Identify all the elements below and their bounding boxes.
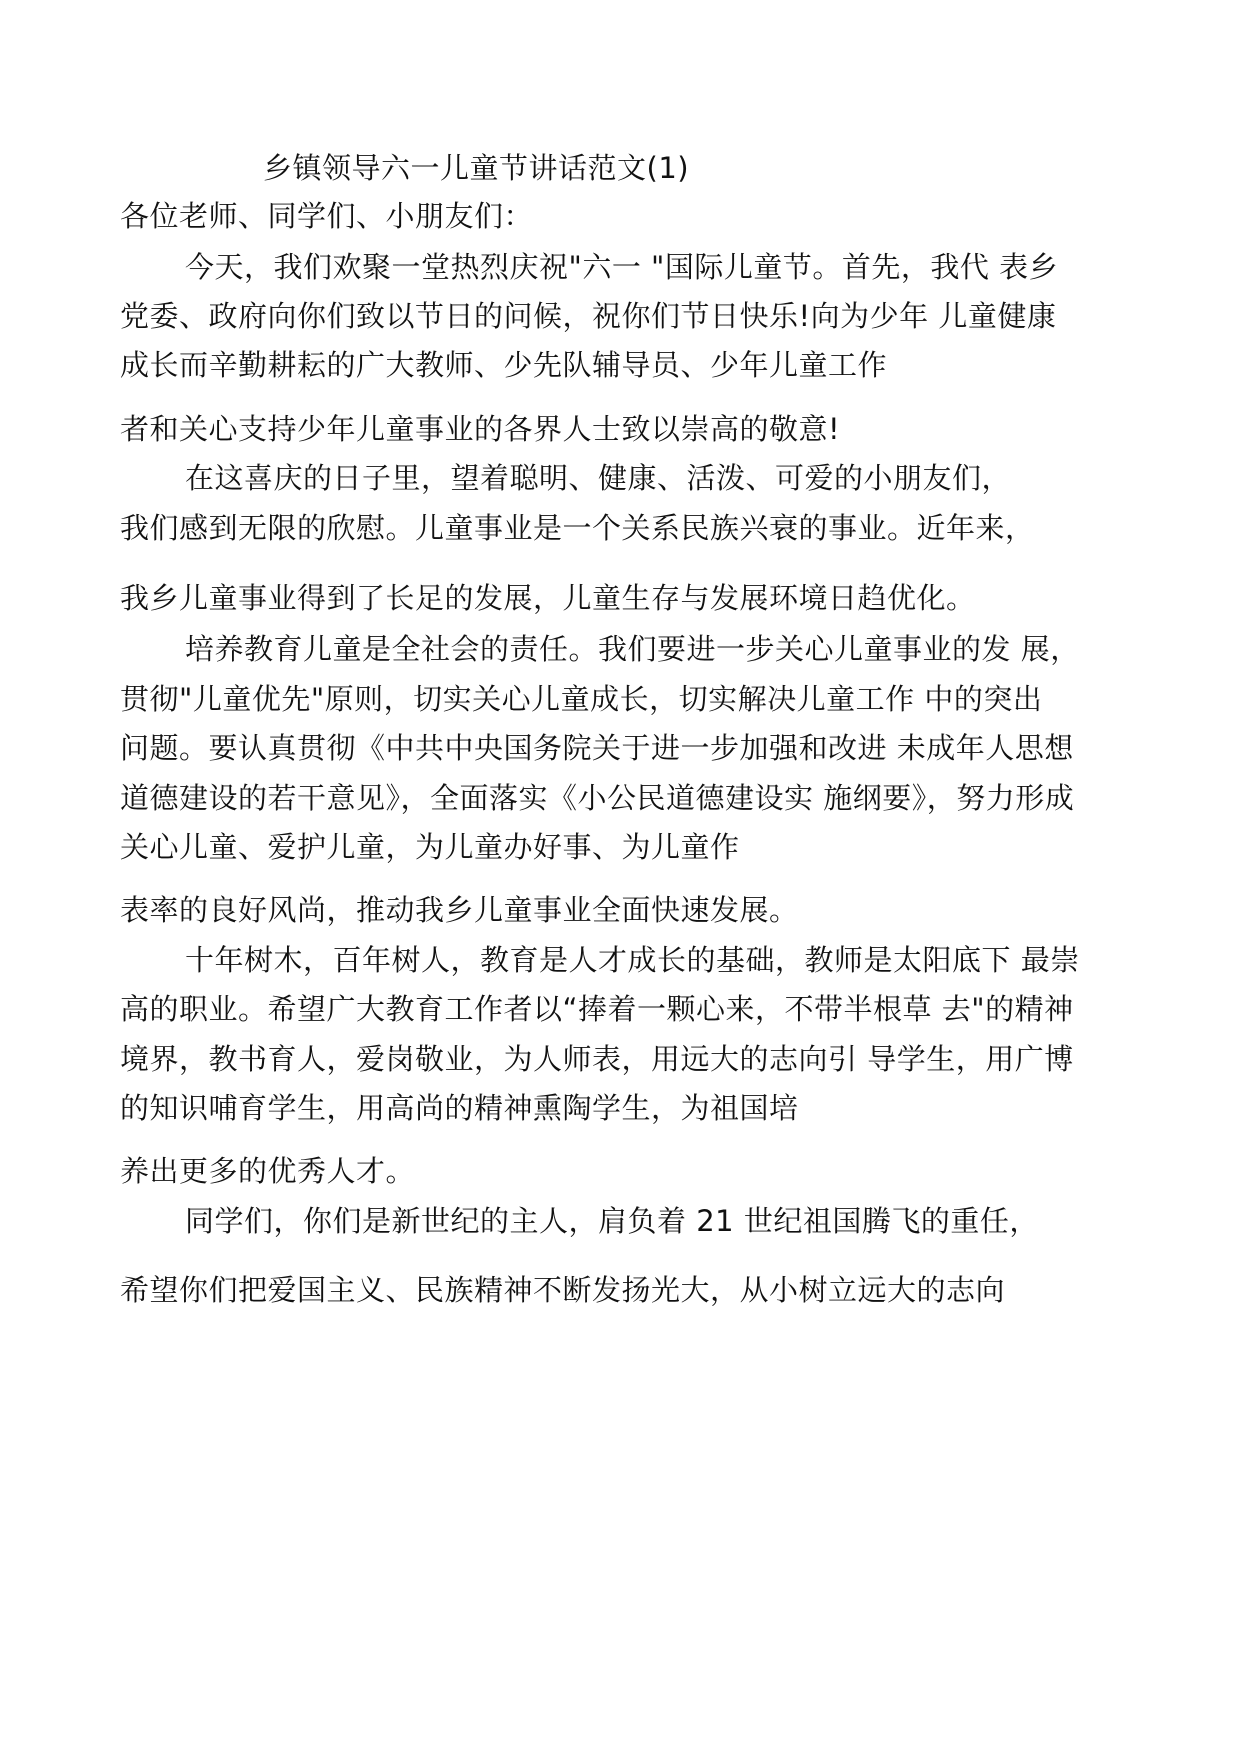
- paragraph-line: 成长而辛勤耕耘的广大教师、少先队辅导员、少年儿童工作: [120, 348, 888, 382]
- paragraph-line: 者和关心支持少年儿童事业的各界人士致以崇高的敬意!: [120, 412, 841, 446]
- paragraph-line: 境界，教书育人，爱岗敬业，为人师表，用远大的志向引 导学生，用广博: [120, 1042, 1074, 1076]
- paragraph-line: 在这喜庆的日子里，望着聪明、健康、活泼、可爱的小朋友们，: [185, 461, 1012, 495]
- paragraph-line: 十年树木，百年树人，教育是人才成长的基础，教师是太阳底下 最崇: [185, 943, 1080, 977]
- paragraph-line: 的知识哺育学生，用高尚的精神熏陶学生，为祖国培: [120, 1091, 799, 1125]
- paragraph-line: 关心儿童、爱护儿童，为儿童办好事、为儿童作: [120, 830, 740, 864]
- paragraph-line: 党委、政府向你们致以节日的问候，祝你们节日快乐!向为少年 儿童健康: [120, 299, 1057, 333]
- paragraph-line: 我乡儿童事业得到了长足的发展，儿童生存与发展环境日趋优化。: [120, 581, 976, 615]
- paragraph-line: 高的职业。希望广大教育工作者以“捧着一颗心来，不带半根草 去"的精神: [120, 992, 1074, 1026]
- paragraph-line: 道德建设的若干意见》，全面落实《小公民道德建设实 施纲要》，努力形成: [120, 781, 1075, 815]
- paragraph-line: 今天，我们欢聚一堂热烈庆祝"六一 "国际儿童节。首先，我代 表乡: [185, 250, 1059, 284]
- paragraph-line: 希望你们把爱国主义、民族精神不断发扬光大，从小树立远大的志向: [120, 1273, 1006, 1307]
- paragraph-line: 同学们，你们是新世纪的主人，肩负着 21 世纪祖国腾飞的重任，: [185, 1204, 1039, 1238]
- document-title: 乡镇领导六一儿童节讲话范文(1): [263, 151, 690, 185]
- paragraph-line: 我们感到无限的欣慰。儿童事业是一个关系民族兴衰的事业。近年来，: [120, 511, 1035, 545]
- paragraph-line: 培养教育儿童是全社会的责任。我们要进一步关心儿童事业的发 展，: [185, 632, 1080, 666]
- paragraph-line: 贯彻"儿童优先"原则，切实关心儿童成长，切实解决儿童工作 中的突出: [120, 682, 1043, 716]
- paragraph-line: 养出更多的优秀人才。: [120, 1154, 416, 1188]
- paragraph-line: 问题。要认真贯彻《中共中央国务院关于进一步加强和改进 未成年人思想: [120, 731, 1074, 765]
- paragraph-line: 表率的良好风尚，推动我乡儿童事业全面快速发展。: [120, 893, 799, 927]
- salutation: 各位老师、同学们、小朋友们：: [120, 199, 534, 233]
